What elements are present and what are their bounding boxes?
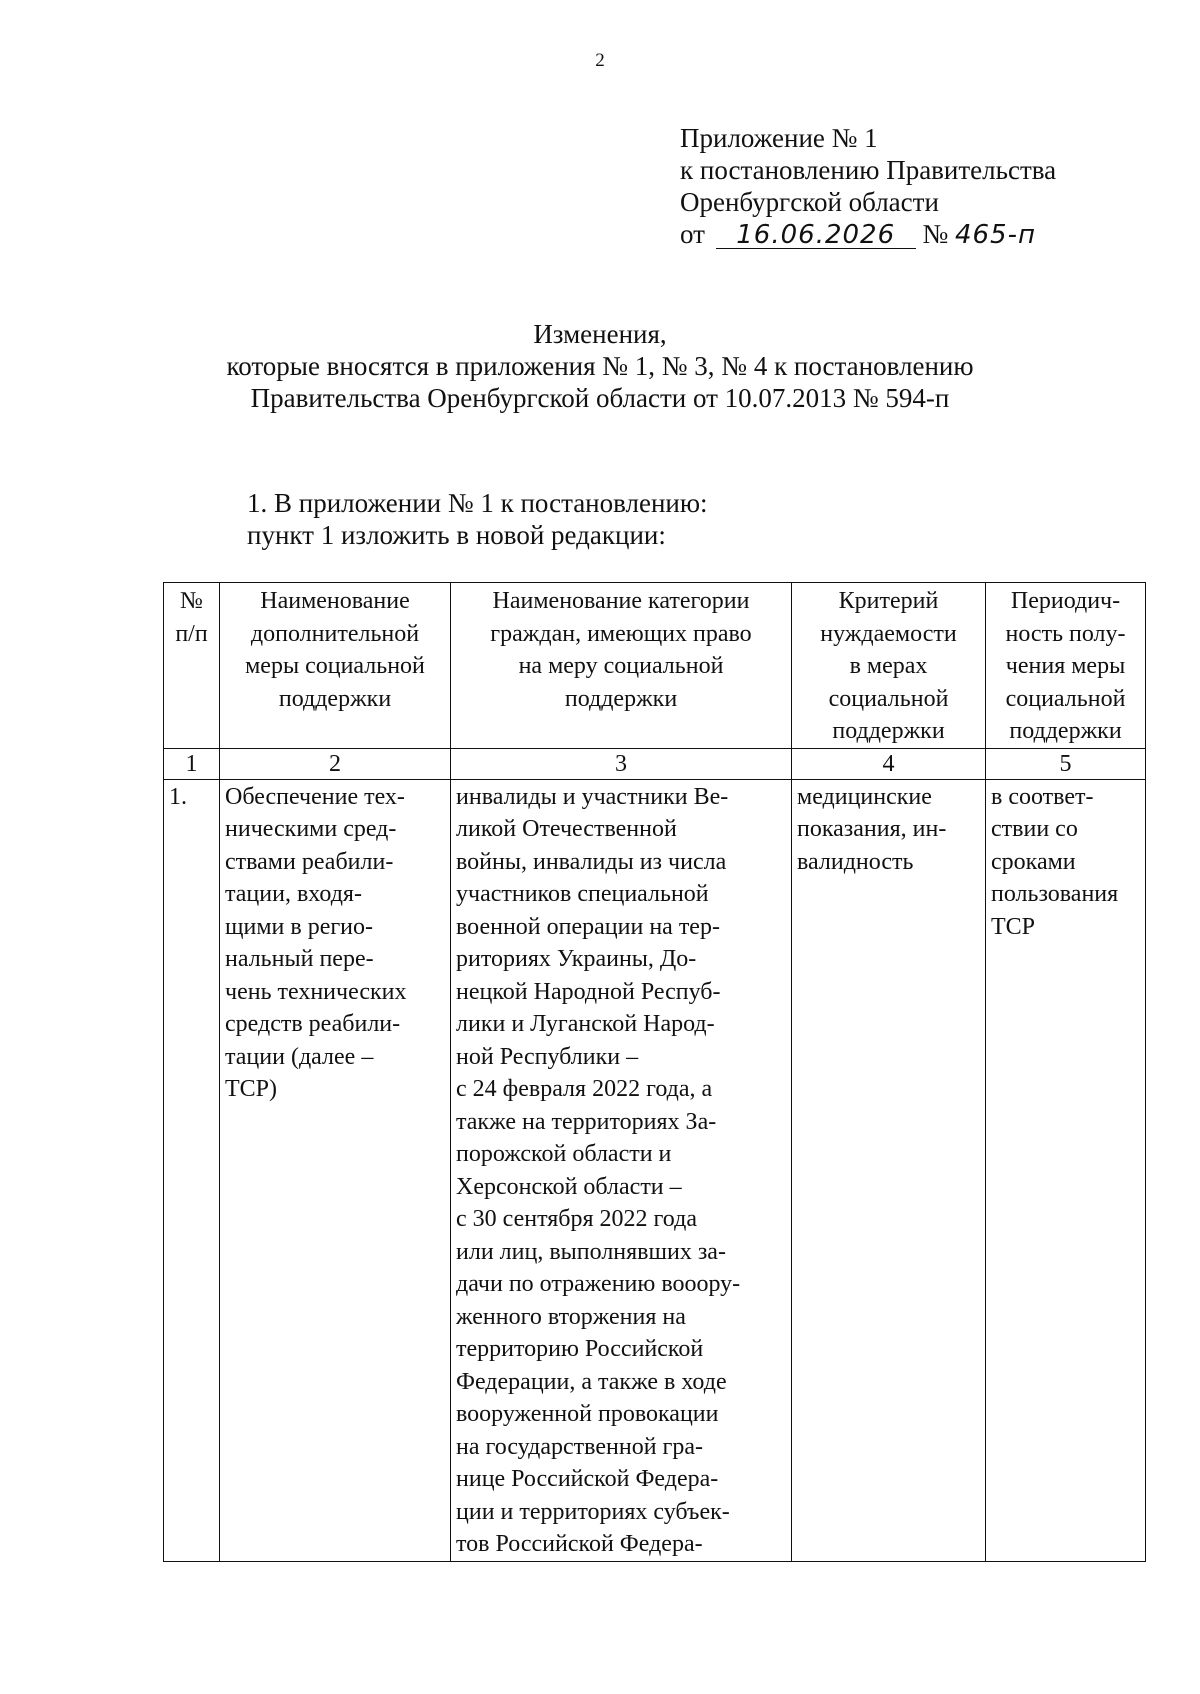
cell-text-line: ликой Отечественной [456, 816, 677, 842]
cell-text-line: граждан, имеющих право [490, 620, 752, 647]
cell-text-line: поддержки [564, 685, 678, 712]
cell-text-line: с 24 февраля 2022 года, а [456, 1076, 713, 1102]
cell-text-line: женного вторжения на [456, 1303, 686, 1330]
cell-text-line: медицинские [797, 783, 932, 810]
cell-text-line: социальной [828, 685, 949, 712]
title-line-2: которые вносятся в приложения № 1, № 3, № 4 к постановлению [226, 351, 974, 381]
row-number-cell [164, 779, 220, 1561]
table-column-numbers-row [164, 748, 1146, 779]
cell-text-line: риториях Украины, До- [456, 946, 697, 972]
cell-text-line: показания, ин- [797, 816, 947, 842]
section-line-1: 1. В приложении № 1 к постановлению: [247, 488, 708, 518]
cell-text-line: ническими сред- [225, 816, 397, 842]
section-line-2: пункт 1 изложить в новой редакции: [247, 520, 666, 550]
cell-text-line: щими в регио- [225, 913, 374, 940]
appendix-block [680, 122, 1075, 250]
cell-text-line: ТСР [991, 913, 1036, 940]
cell-text-line: нецкой Народной Респуб- [456, 978, 721, 1005]
cell-text-line: № [180, 588, 203, 614]
cell-text-line: ствии со [991, 816, 1078, 842]
handwritten-number: 465-п [954, 220, 1036, 250]
cell-text-line: также на территориях За- [456, 1108, 717, 1135]
cell-text-line: ТСР) [225, 1076, 278, 1102]
title-line-1: Изменения, [533, 319, 667, 349]
table-header-row [164, 583, 1146, 749]
column-number: 2 [220, 748, 451, 779]
table-row [164, 779, 1146, 1561]
cell-text-line: Херсонской области – [456, 1173, 682, 1200]
cell-text-line: в мерах [849, 653, 928, 679]
header-cell-measure [220, 583, 451, 749]
measures-table [163, 582, 1146, 1562]
cell-text-line: Критерий [838, 588, 939, 614]
cell-text-line: поддержки [278, 685, 392, 712]
appendix-date-line [680, 218, 1075, 250]
cell-text-line: военной операции на тер- [456, 913, 720, 940]
cell-text-line: поддержки [1009, 718, 1122, 744]
document-title [0, 318, 1200, 414]
cell-text-line: на государственной гра- [456, 1433, 704, 1460]
cell-text-line: участников специальной [456, 881, 709, 907]
cell-text-line: Наименование категории [492, 588, 750, 614]
header-cell-periodicity [986, 583, 1146, 749]
cell-text-line: социальной [1005, 685, 1126, 712]
criterion-cell [792, 779, 986, 1561]
title-line-3: Правительства Оренбургской области от 10.07.2013 № 594-п [250, 383, 950, 413]
cell-text-line: дополнительной [250, 620, 420, 647]
cell-text-line: войны, инвалиды из числа [456, 848, 727, 875]
cell-text-line: ции и территориях субъек- [456, 1498, 730, 1525]
cell-text-line: инвалиды и участники Ве- [456, 783, 729, 810]
cell-text-line: нальный пере- [225, 946, 374, 972]
page-number: 2 [595, 50, 605, 71]
periodicity-cell [986, 779, 1146, 1561]
cell-text-line: вооруженной провокации [456, 1401, 719, 1427]
cell-text-line: ной Республики – [456, 1043, 639, 1070]
cell-text-line: Периодич- [1010, 588, 1121, 614]
cell-text-line: порожской области и [456, 1141, 672, 1167]
handwritten-date: 16.06.2026 [716, 222, 916, 249]
cell-text-line: поддержки [832, 718, 945, 744]
cell-text-line: лики и Луганской Народ- [456, 1011, 715, 1037]
cell-text-line: тации (далее – [225, 1043, 374, 1070]
header-cell-number [164, 583, 220, 749]
header-cell-criterion [792, 583, 986, 749]
column-number: 4 [792, 748, 986, 779]
cell-text-line: в соответ- [991, 783, 1094, 810]
cell-text-line: дачи по отражению вооору- [456, 1271, 741, 1297]
cell-text-line: с 30 сентября 2022 года [456, 1206, 697, 1232]
cell-text-line: нуждаемости [820, 620, 957, 647]
cell-text-line: Обеспечение тех- [225, 783, 405, 810]
cell-text-line: территорию Российской [456, 1336, 704, 1362]
cell-text-line: ность полу- [1005, 620, 1126, 647]
number-sign: № [922, 219, 949, 249]
cell-text-line: средств реабили- [225, 1011, 401, 1037]
cell-text-line: или лиц, выполнявших за- [456, 1238, 726, 1265]
date-prefix: от [680, 219, 705, 249]
cell-text-line: нице Российской Федера- [456, 1466, 719, 1492]
cell-text-line: чения меры [1005, 653, 1126, 679]
cell-text-line: меры социальной [245, 653, 425, 679]
cell-text-line: 1. [169, 783, 187, 810]
cell-text-line: пользования [991, 881, 1119, 907]
column-number: 1 [164, 748, 220, 779]
cell-text-line: на меру социальной [518, 653, 724, 679]
cell-text-line: ствами реабили- [225, 848, 394, 875]
appendix-reference: к постановлению Правительства [680, 155, 1057, 185]
cell-text-line: тации, входя- [225, 881, 362, 907]
header-cell-category [451, 583, 792, 749]
cell-text-line: сроками [991, 848, 1076, 875]
measure-cell [220, 779, 451, 1561]
column-number: 3 [451, 748, 792, 779]
category-cell [451, 779, 792, 1561]
cell-text-line: тов Российской Федера- [456, 1531, 703, 1557]
cell-text-line: Федерации, а также в ходе [456, 1368, 727, 1395]
cell-text-line: п/п [175, 620, 208, 647]
appendix-region: Оренбургской области [680, 187, 939, 217]
cell-text-line: Наименование [260, 588, 410, 614]
cell-text-line: валидность [797, 848, 914, 875]
appendix-title: Приложение № 1 [680, 123, 878, 153]
column-number: 5 [986, 748, 1146, 779]
section-intro [247, 487, 708, 551]
cell-text-line: чень технических [225, 978, 407, 1005]
